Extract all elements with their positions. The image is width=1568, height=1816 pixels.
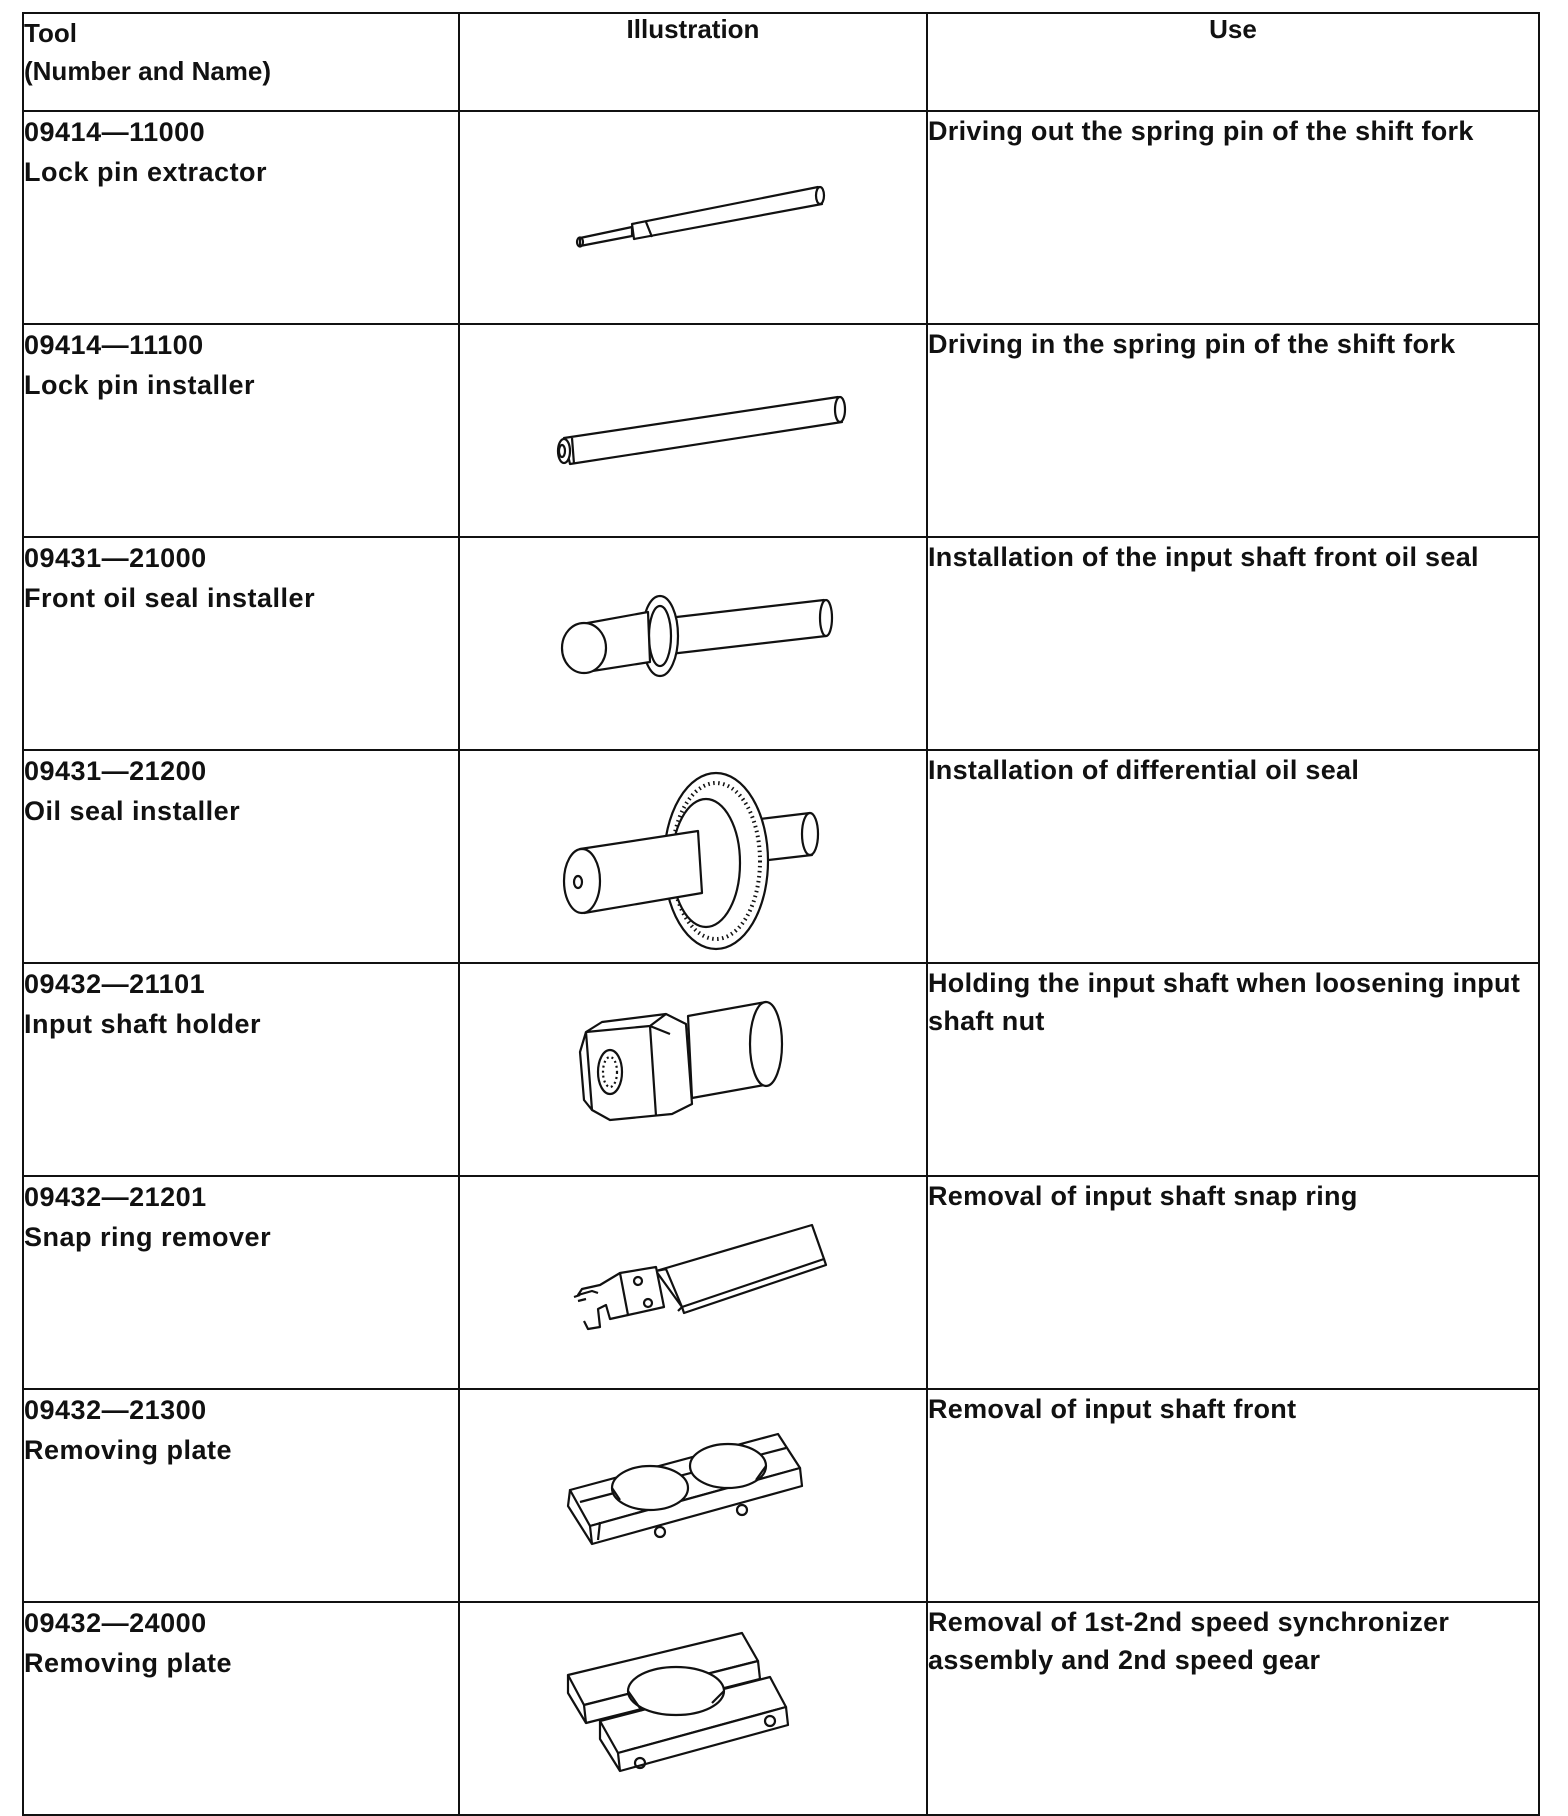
oil-seal-installer-icon xyxy=(460,751,928,962)
tool-cell xyxy=(23,750,459,963)
tool-cell xyxy=(23,111,459,324)
tool-number: 09414—11000 xyxy=(24,117,206,147)
use-cell: Driving out the spring pin of the shift fork xyxy=(927,111,1539,324)
illustration-cell xyxy=(459,750,927,963)
table-row xyxy=(23,537,1539,750)
illustration-cell xyxy=(459,1389,927,1602)
header-tool-line2: (Number and Name) xyxy=(24,56,272,86)
table-row xyxy=(23,324,1539,537)
table-row xyxy=(23,963,1539,1176)
table-row xyxy=(23,750,1539,963)
table-row xyxy=(23,111,1539,324)
use-cell: Holding the input shaft when loosening input shaft nut xyxy=(927,963,1539,1176)
header-tool xyxy=(23,13,459,111)
header-tool-line1: Tool xyxy=(24,18,77,48)
tool-name: Lock pin installer xyxy=(24,370,256,400)
tool-name: Removing plate xyxy=(24,1648,233,1678)
tool-cell xyxy=(23,963,459,1176)
use-cell: Removal of input shaft front xyxy=(927,1389,1539,1602)
tool-name: Lock pin extractor xyxy=(24,157,268,187)
tool-name: Snap ring remover xyxy=(24,1222,272,1252)
tool-name: Removing plate xyxy=(24,1435,233,1465)
header-use: Use xyxy=(927,13,1539,111)
special-tools-sheet xyxy=(22,12,1538,1802)
table-row xyxy=(23,1602,1539,1815)
illustration-cell xyxy=(459,1602,927,1815)
special-tools-table xyxy=(22,12,1540,1816)
illustration-cell xyxy=(459,963,927,1176)
tool-number: 09432—21300 xyxy=(24,1395,207,1425)
lock-pin-extractor-icon xyxy=(460,112,928,323)
removing-plate-icon xyxy=(460,1603,928,1814)
tool-cell xyxy=(23,1602,459,1815)
illustration-cell xyxy=(459,111,927,324)
tool-number: 09432—21101 xyxy=(24,969,206,999)
tool-name: Front oil seal installer xyxy=(24,583,316,613)
tool-number: 09432—21201 xyxy=(24,1182,207,1212)
use-cell: Removal of input shaft snap ring xyxy=(927,1176,1539,1389)
tool-number: 09414—11100 xyxy=(24,330,204,360)
illustration-cell xyxy=(459,537,927,750)
illustration-cell xyxy=(459,1176,927,1389)
snap-ring-remover-icon xyxy=(460,1177,928,1388)
header-illustration: Illustration xyxy=(459,13,927,111)
tool-cell xyxy=(23,324,459,537)
illustration-cell xyxy=(459,324,927,537)
tool-number: 09431—21000 xyxy=(24,543,207,573)
tool-cell xyxy=(23,1176,459,1389)
use-cell: Driving in the spring pin of the shift fork xyxy=(927,324,1539,537)
input-shaft-holder-icon xyxy=(460,964,928,1175)
tool-number: 09432—24000 xyxy=(24,1608,207,1638)
table-row xyxy=(23,1176,1539,1389)
use-cell: Removal of 1st-2nd speed synchronizer assembly and 2nd speed gear xyxy=(927,1602,1539,1815)
use-cell: Installation of the input shaft front oil seal xyxy=(927,537,1539,750)
lock-pin-installer-icon xyxy=(460,325,928,536)
removing-plate-icon xyxy=(460,1390,928,1601)
table-header-row xyxy=(23,13,1539,111)
tool-number: 09431—21200 xyxy=(24,756,207,786)
table-row xyxy=(23,1389,1539,1602)
tool-cell xyxy=(23,537,459,750)
front-oil-seal-installer-icon xyxy=(460,538,928,749)
use-cell: Installation of differential oil seal xyxy=(927,750,1539,963)
tool-name: Oil seal installer xyxy=(24,796,241,826)
tool-name: Input shaft holder xyxy=(24,1009,261,1039)
tool-cell xyxy=(23,1389,459,1602)
